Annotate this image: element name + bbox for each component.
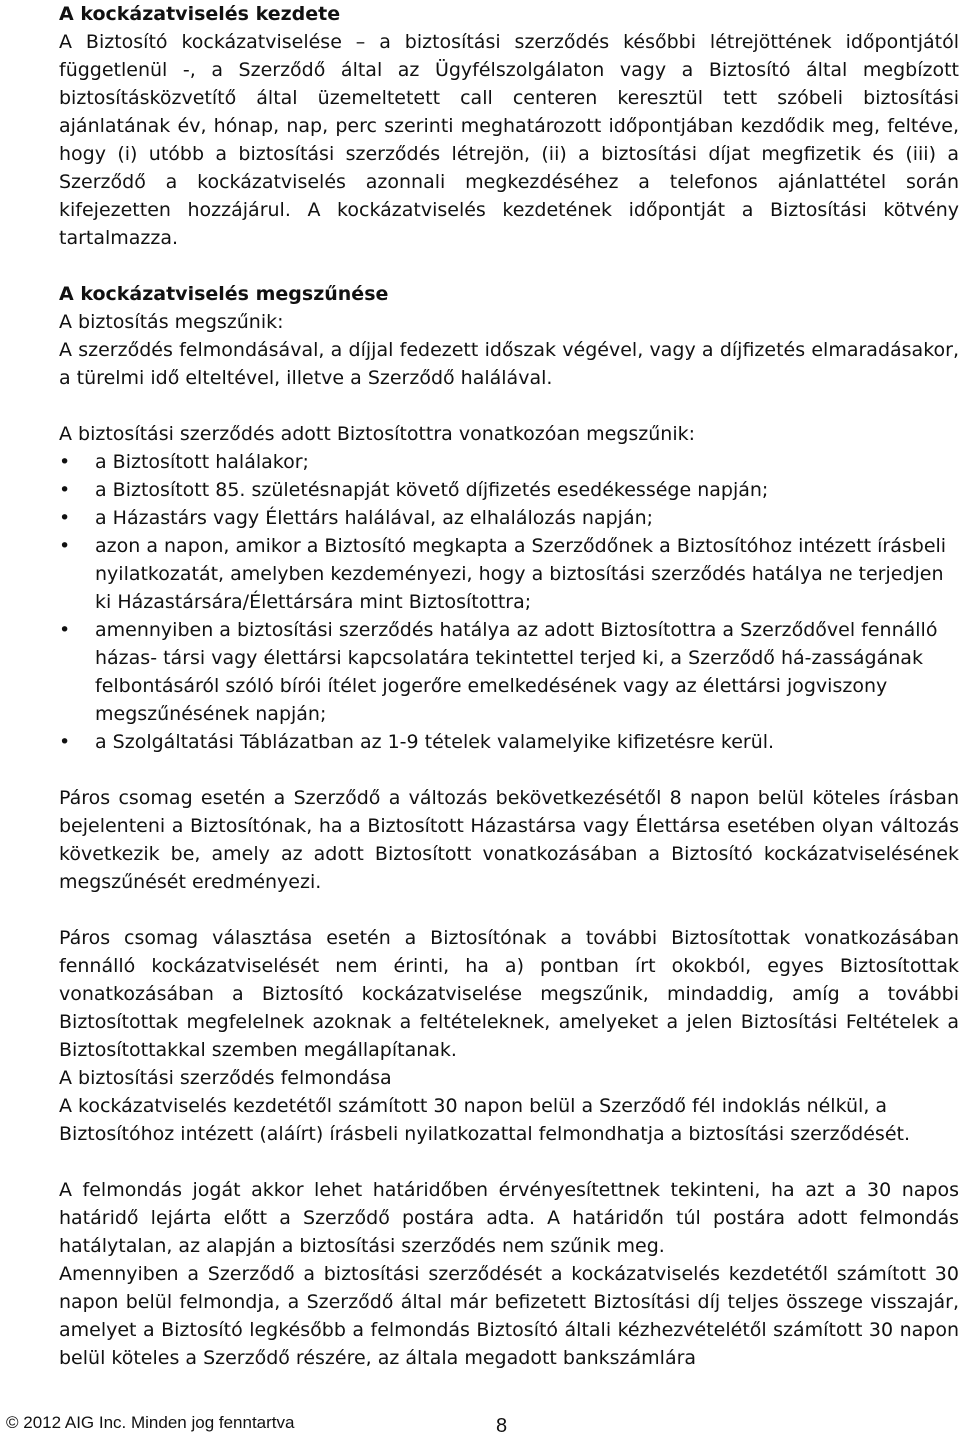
paragraph-insured-ends-intro: A biztosítási szerződés adott Biztosítottra vonatkozóan megszűnik: — [59, 423, 696, 445]
spacer — [59, 896, 959, 924]
paragraph-pair-package-choice: Páros csomag választása esetén a Biztosítónak a további Biztosítottak vonatkozásában fennálló kockázatviselését nem érinti, ha a) pontban írt okokból, egyes Biztosítottak vonatkozásában a Biztosító kockázatviselése megszűnik, mindaddig, amíg a további Biztosítottak megfelelnek azoknak a feltételeknek, amelyeket a jelen Biztosítási Feltételek a Biztosítottakkal szemben megállapítanak. — [59, 927, 959, 1061]
termination-list — [59, 448, 959, 756]
list-item: • a Házastárs vagy Élettárs halálával, az elhalálozás napján; — [59, 504, 959, 532]
paragraph-insurance-ends: A szerződés felmondásával, a díjjal fedezett időszak végével, vagy a díjfizetés elmaradásakor, a türelmi idő elteltével, illetve a Szerződő halálával. — [59, 339, 959, 389]
list-item: • a Biztosított 85. születésnapját követő díjfizetés esedékessége napján; — [59, 476, 959, 504]
subheading-insurance-ends: A biztosítás megszűnik: — [59, 311, 284, 333]
paragraph-termination-line2: Biztosítóhoz intézett (aláírt) írásbeli nyilatkozattal felmondhatja a biztosítási szerződését. — [59, 1123, 911, 1145]
heading-termination: A biztosítási szerződés felmondása — [59, 1067, 392, 1089]
spacer — [59, 756, 959, 784]
paragraph-risk-start: A Biztosító kockázatviselése – a biztosítási szerződés későbbi létrejöttének időpontjától függetlenül -, a Szerződő által az Ügyfélszolgálaton vagy a Biztosító által megbízott biztosításközvetítő által üzemeltetett call centeren keresztül tett szóbeli biztosítási ajánlatának év, hónap, nap, perc szerinti meghatározott időpontjában kezdődik meg, feltéve, hogy (i) utóbb a biztosítási szerződés létrejön, (ii) a biztosítási díjat megfizetik és (iii) a Szerződő a kockázatviselés azonnali megkezdéséhez a telefonos ajánlattétel során kifejezetten hozzájárul. A kockázatviselés kezdetének időpontját a Biztosítási kötvény tartalmazza. — [59, 31, 959, 249]
heading-risk-end: A kockázatviselés megszűnése — [59, 283, 389, 305]
copyright-notice: © 2012 AIG Inc. Minden jog fenntartva — [6, 1413, 295, 1432]
heading-risk-start: A kockázatviselés kezdete — [59, 3, 341, 25]
page-number: 8 — [496, 1415, 508, 1437]
paragraph-pair-package-notice: Páros csomag esetén a Szerződő a változás bekövetkezésétől 8 napon belül köteles írásban bejelenteni a Biztosítónak, ha a Biztosított Házastársa vagy Élettársa esetében olyan változás következik be, amely az adott Biztosított vonatkozásában a Biztosító kockázatviselésének megszűnését eredményezi. — [59, 787, 959, 893]
spacer — [59, 252, 959, 280]
list-item: • a Biztosított halálakor; — [59, 448, 959, 476]
paragraph-termination-deadline: A felmondás jogát akkor lehet határidőben érvényesítettnek tekinteni, ha azt a 30 napos határidő lejárta előtt a Szerződő postára adta. A határidőn túl postára adott felmondás hatálytalan, az alapján a biztosítási szerződés nem szűnik meg. — [59, 1179, 959, 1257]
paragraph-termination-line1: A kockázatviselés kezdetétől számított 30 napon belül a Szerződő fél indoklás nélkül, a — [59, 1095, 888, 1117]
list-item: • amennyiben a biztosítási szerződés hatálya az adott Biztosítottra a Szerződővel fennálló házas- társi vagy élettársi kapcsolatára tekintettel terjed ki, a Szerződő há-zasságának felbontásáról szóló bírói ítélet jogerőre emelkedésének vagy az élettársi jogviszony megszűnésének napján; — [59, 616, 959, 728]
document-page — [59, 0, 959, 1372]
paragraph-refund: Amennyiben a Szerződő a biztosítási szerződését a kockázatviselés kezdetétől számított 30 napon belül felmondja, a Szerződő által már befizetett Biztosítási díj teljes összege visszajár, amelyet a Biztosító legkésőbb a felmondás Biztosító általi kézhezvételétől számított 30 napon belül köteles a Szerződő részére, az általa megadott bankszámlára — [59, 1263, 959, 1369]
spacer — [59, 392, 959, 420]
list-item: • a Szolgáltatási Táblázatban az 1-9 tételek valamelyike kifizetésre kerül. — [59, 728, 959, 756]
list-item: • azon a napon, amikor a Biztosító megkapta a Szerződőnek a Biztosítóhoz intézett írásbeli nyilatkozatát, amelyben kezdeményezi, hogy a biztosítási szerződés hatálya ne terjedjen ki Házastársára/Élettársára mint Biztosítottra; — [59, 532, 959, 616]
spacer — [59, 1148, 959, 1176]
